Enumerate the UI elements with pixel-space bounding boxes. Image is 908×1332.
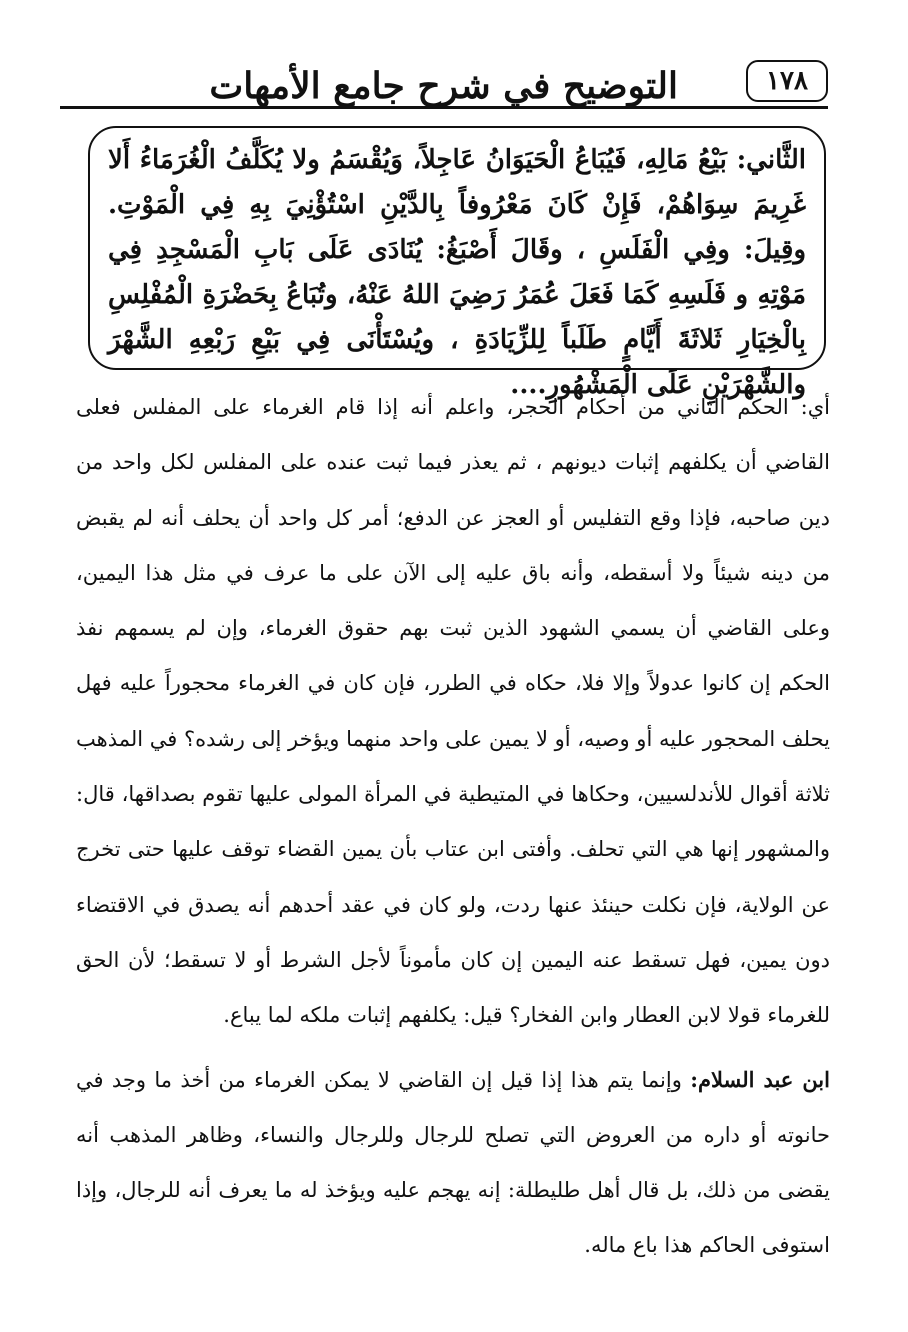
matn-frame: [88, 126, 826, 400]
header-divider: [60, 106, 828, 109]
matn-text: الثَّاني: بَيْعُ مَالِهِ، فَيُبَاعُ الْحَيَوَانُ عَاجِلاً، وَيُقْسَمُ ولا يُكَلَّفُ الْغُرَمَاءُ أَلا غَرِيمَ سِوَاهُمْ، فَإِنْ كَانَ مَعْرُوفاً بِالدَّيْنِ اسْتُؤْنِيَ بِهِ فِي الْمَوْتِ. وقِيلَ: وفِي الْفَلَسِ ، وقَالَ أَصْبَغُ: يُنَادَى عَلَى بَابِ الْمَسْجِدِ فِي مَوْتِهِ و فَلَسِهِ كَمَا فَعَلَ عُمَرُ رَضِيَ اللهُ عَنْهُ، وتُبَاعُ بِحَضْرَةِ الْمُفْلِسِ بِالْخِيَارِ ثَلاثَةَ أَيَّامٍ طَلَباً لِلزِّيَادَةِ ، ويُسْتَأْنَى فِي بَيْعِ رَبْعِهِ الشَّهْرَ والشَّهْرَيْنِ عَلَى الْمَشْهُورِ....: [108, 145, 806, 400]
quoted-scholar-name: ابن عبد السلام:: [690, 1066, 830, 1092]
commentary-paragraph-2-text: وإنما يتم هذا إذا قيل إن القاضي لا يمكن الغرماء من أخذ ما وجد في حانوته أو داره من العروض التي تصلح للرجال وللرجال والنساء، وظاهر المذهب أنه يقضى من ذلك، بل قال أهل طليطلة: إنه يهجم عليه ويؤخذ له ما يعرف أنه للرجال، وإذا استوفى الحاكم هذا باع ماله.: [76, 1067, 830, 1258]
page-header: [60, 58, 828, 116]
commentary-paragraph-1: أي: الحكم الثاني من أحكام الحجر، واعلم أنه إذا قام الغرماء على المفلس فعلى القاضي أن يكلفهم إثبات ديونهم ، ثم يعذر فيما ثبت عنده على المفلس لكل واحد من دين صاحبه، فإذا وقع التفليس أو العجز عن الدفع؛ أمر كل واحد أن يحلف أنه لم يقبض من دينه شيئاً ولا أسقطه، وأنه باق عليه إلى الآن على ما عرف في مثل هذا اليمين، وعلى القاضي أن يسمي الشهود الذين ثبت بهم حقوق الغرماء، وإن لم يسمهم نفذ الحكم إن كانوا عدولاً وإلا فلا، حكاه في الطرر، فإن كان في الغرماء محجوراً عليه فهل يحلف المحجور عليه أو وصيه، أو لا يمين على واحد منهما ويؤخر إلى رشده؟ في المذهب ثلاثة أقوال للأندلسيين، وحكاها في المتيطية في المرأة المولى عليها تقوم بصداقها، قال: والمشهور إنها هي التي تحلف. وأفتى ابن عتاب بأن يمين القضاء توقف عليها حتى تخرج عن الولاية، فإن نكلت حينئذ عنها ردت، ولو كان في عقد أحدهم أنه يصدق في الاقتضاء دون يمين، فهل تسقط عنه اليمين إن كان مأموناً لأجل الشرط أو لا تسقط؛ لأن الحق للغرماء قولا لابن العطار وابن الفخار؟ قيل: يكلفهم إثبات ملكه لما يباع.: [76, 395, 831, 1028]
running-title: التوضيح في شرح جامع الأمهات: [209, 65, 678, 107]
commentary-body: [76, 380, 830, 1274]
commentary-paragraph-2: [76, 1052, 830, 1274]
page-number: ١٧٨: [746, 60, 828, 102]
